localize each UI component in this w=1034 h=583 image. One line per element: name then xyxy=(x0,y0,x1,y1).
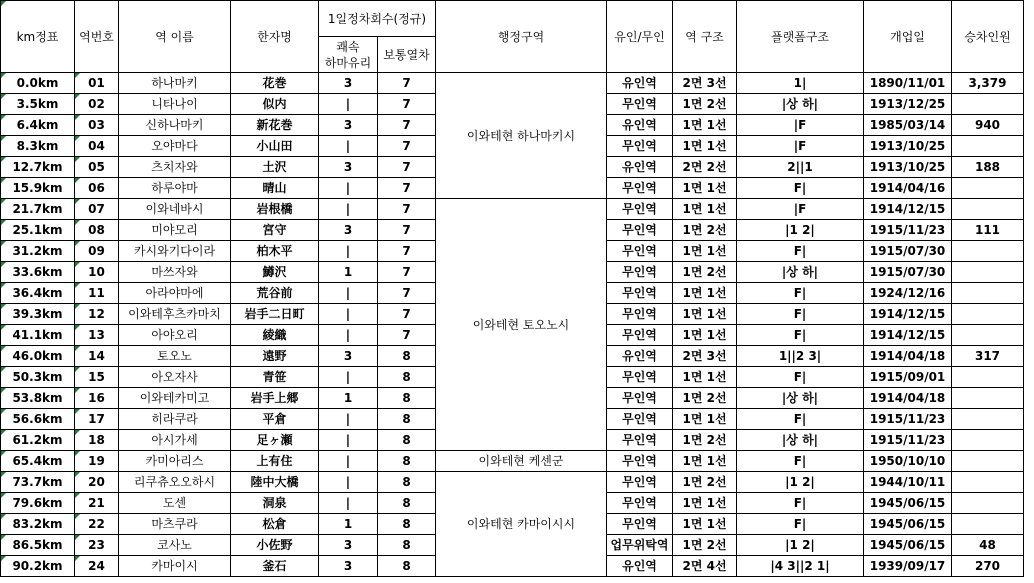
platform-cell: |상 하| xyxy=(737,262,864,283)
km-cell: 6.4km xyxy=(1,115,75,136)
km-cell: 83.2km xyxy=(1,514,75,535)
station-number-cell: 21 xyxy=(75,493,119,514)
local-stops-cell: 8 xyxy=(378,493,436,514)
opened-date-cell: 1915/07/30 xyxy=(864,241,952,262)
opened-date-cell: 1913/12/25 xyxy=(864,94,952,115)
staffed-cell: 유인역 xyxy=(607,115,673,136)
station-number-cell: 11 xyxy=(75,283,119,304)
structure-cell: 1면 1선 xyxy=(673,241,737,262)
platform-cell: F| xyxy=(737,241,864,262)
local-stops-cell: 8 xyxy=(378,514,436,535)
station-number-cell: 12 xyxy=(75,304,119,325)
rapid-stops-cell: 3 xyxy=(319,535,378,556)
platform-cell: F| xyxy=(737,325,864,346)
region-cell: 이와테현 하나마키시 xyxy=(436,73,607,199)
station-number-cell: 13 xyxy=(75,325,119,346)
local-stops-cell: 7 xyxy=(378,136,436,157)
local-stops-cell: 8 xyxy=(378,430,436,451)
km-cell: 65.4km xyxy=(1,451,75,472)
station-number-cell: 05 xyxy=(75,157,119,178)
station-name-cell: 토오노 xyxy=(119,346,231,367)
platform-cell: |1 2| xyxy=(737,535,864,556)
kanji-name-cell: 小佐野 xyxy=(231,535,319,556)
passengers-cell xyxy=(952,388,1024,409)
header-kanji: 한자명 xyxy=(231,1,319,73)
structure-cell: 1면 1선 xyxy=(673,514,737,535)
rapid-stops-cell: | xyxy=(319,94,378,115)
staffed-cell: 무인역 xyxy=(607,409,673,430)
km-cell: 50.3km xyxy=(1,367,75,388)
station-number-cell: 17 xyxy=(75,409,119,430)
km-cell: 61.2km xyxy=(1,430,75,451)
staffed-cell: 무인역 xyxy=(607,136,673,157)
km-cell: 36.4km xyxy=(1,283,75,304)
kanji-name-cell: 岩手上郷 xyxy=(231,388,319,409)
table-row xyxy=(1,451,1024,472)
staffed-cell: 무인역 xyxy=(607,283,673,304)
staffed-cell: 유인역 xyxy=(607,346,673,367)
kanji-name-cell: 青笹 xyxy=(231,367,319,388)
opened-date-cell: 1914/04/18 xyxy=(864,346,952,367)
rapid-stops-cell: | xyxy=(319,472,378,493)
structure-cell: 1면 1선 xyxy=(673,115,737,136)
platform-cell: |상 하| xyxy=(737,430,864,451)
passengers-cell xyxy=(952,514,1024,535)
kanji-name-cell: 宮守 xyxy=(231,220,319,241)
rapid-stops-cell: | xyxy=(319,451,378,472)
platform-cell: F| xyxy=(737,493,864,514)
station-number-cell: 03 xyxy=(75,115,119,136)
station-name-cell: 카미아리스 xyxy=(119,451,231,472)
station-name-cell: 아시가세 xyxy=(119,430,231,451)
rapid-stops-cell: 3 xyxy=(319,115,378,136)
kanji-name-cell: 洞泉 xyxy=(231,493,319,514)
rapid-stops-cell: 1 xyxy=(319,262,378,283)
rapid-stops-cell: 1 xyxy=(319,514,378,535)
header-number: 역번호 xyxy=(75,1,119,73)
passengers-cell xyxy=(952,94,1024,115)
table-row xyxy=(1,199,1024,220)
station-number-cell: 16 xyxy=(75,388,119,409)
rapid-stops-cell: | xyxy=(319,178,378,199)
local-stops-cell: 8 xyxy=(378,472,436,493)
rapid-stops-cell: 3 xyxy=(319,220,378,241)
rapid-stops-cell: 1 xyxy=(319,388,378,409)
opened-date-cell: 1914/12/15 xyxy=(864,304,952,325)
header-passengers: 승차인원 xyxy=(952,1,1024,73)
passengers-cell: 48 xyxy=(952,535,1024,556)
platform-cell: F| xyxy=(737,409,864,430)
station-name-cell: 아라야마에 xyxy=(119,283,231,304)
station-name-cell: 아오자사 xyxy=(119,367,231,388)
station-name-cell: 카시와기다이라 xyxy=(119,241,231,262)
structure-cell: 1면 1선 xyxy=(673,451,737,472)
local-stops-cell: 7 xyxy=(378,178,436,199)
region-cell: 이와테현 토오노시 xyxy=(436,199,607,451)
staffed-cell: 업무위탁역 xyxy=(607,535,673,556)
platform-cell: |F xyxy=(737,136,864,157)
kanji-name-cell: 新花巻 xyxy=(231,115,319,136)
kanji-name-cell: 松倉 xyxy=(231,514,319,535)
local-stops-cell: 7 xyxy=(378,325,436,346)
structure-cell: 1면 1선 xyxy=(673,409,737,430)
platform-cell: |F xyxy=(737,115,864,136)
staffed-cell: 무인역 xyxy=(607,451,673,472)
km-cell: 73.7km xyxy=(1,472,75,493)
km-cell: 12.7km xyxy=(1,157,75,178)
station-number-cell: 02 xyxy=(75,94,119,115)
kanji-name-cell: 小山田 xyxy=(231,136,319,157)
passengers-cell: 3,379 xyxy=(952,73,1024,94)
platform-cell: 2||1 xyxy=(737,157,864,178)
platform-cell: |상 하| xyxy=(737,388,864,409)
kanji-name-cell: 足ヶ瀬 xyxy=(231,430,319,451)
platform-cell: F| xyxy=(737,178,864,199)
header-rapid: 쾌속 하마유리 xyxy=(319,37,378,73)
staffed-cell: 무인역 xyxy=(607,367,673,388)
structure-cell: 2면 3선 xyxy=(673,346,737,367)
opened-date-cell: 1915/07/30 xyxy=(864,262,952,283)
structure-cell: 2면 2선 xyxy=(673,157,737,178)
station-name-cell: 도센 xyxy=(119,493,231,514)
platform-cell: |1 2| xyxy=(737,472,864,493)
opened-date-cell: 1945/06/15 xyxy=(864,514,952,535)
platform-cell: |4 3||2 1| xyxy=(737,556,864,577)
staffed-cell: 무인역 xyxy=(607,388,673,409)
station-name-cell: 미야모리 xyxy=(119,220,231,241)
local-stops-cell: 7 xyxy=(378,73,436,94)
header-region: 행정구역 xyxy=(436,1,607,73)
opened-date-cell: 1913/10/25 xyxy=(864,136,952,157)
passengers-cell: 270 xyxy=(952,556,1024,577)
station-number-cell: 04 xyxy=(75,136,119,157)
staffed-cell: 무인역 xyxy=(607,94,673,115)
station-number-cell: 15 xyxy=(75,367,119,388)
station-number-cell: 14 xyxy=(75,346,119,367)
kanji-name-cell: 荒谷前 xyxy=(231,283,319,304)
station-name-cell: 하나마키 xyxy=(119,73,231,94)
staffed-cell: 무인역 xyxy=(607,220,673,241)
kanji-name-cell: 遠野 xyxy=(231,346,319,367)
header-staffed: 유인/무인 xyxy=(607,1,673,73)
passengers-cell: 940 xyxy=(952,115,1024,136)
staffed-cell: 유인역 xyxy=(607,157,673,178)
station-name-cell: 하루야마 xyxy=(119,178,231,199)
passengers-cell xyxy=(952,304,1024,325)
platform-cell: |상 하| xyxy=(737,94,864,115)
opened-date-cell: 1915/09/01 xyxy=(864,367,952,388)
passengers-cell xyxy=(952,367,1024,388)
rapid-stops-cell: | xyxy=(319,367,378,388)
region-cell: 이와테현 케센군 xyxy=(436,451,607,472)
structure-cell: 1면 2선 xyxy=(673,430,737,451)
km-cell: 3.5km xyxy=(1,94,75,115)
km-cell: 33.6km xyxy=(1,262,75,283)
table-row xyxy=(1,472,1024,493)
passengers-cell: 188 xyxy=(952,157,1024,178)
staffed-cell: 무인역 xyxy=(607,325,673,346)
km-cell: 21.7km xyxy=(1,199,75,220)
staffed-cell: 유인역 xyxy=(607,556,673,577)
station-number-cell: 19 xyxy=(75,451,119,472)
staffed-cell: 무인역 xyxy=(607,514,673,535)
kanji-name-cell: 陸中大橋 xyxy=(231,472,319,493)
platform-cell: F| xyxy=(737,304,864,325)
local-stops-cell: 8 xyxy=(378,388,436,409)
rapid-stops-cell: 3 xyxy=(319,346,378,367)
station-name-cell: 리쿠츄오오하시 xyxy=(119,472,231,493)
km-cell: 8.3km xyxy=(1,136,75,157)
staffed-cell: 무인역 xyxy=(607,472,673,493)
structure-cell: 1면 2선 xyxy=(673,472,737,493)
km-cell: 25.1km xyxy=(1,220,75,241)
kanji-name-cell: 平倉 xyxy=(231,409,319,430)
structure-cell: 2면 3선 xyxy=(673,73,737,94)
km-cell: 86.5km xyxy=(1,535,75,556)
station-number-cell: 23 xyxy=(75,535,119,556)
rapid-stops-cell: 3 xyxy=(319,157,378,178)
local-stops-cell: 7 xyxy=(378,199,436,220)
rapid-stops-cell: 3 xyxy=(319,556,378,577)
platform-cell: F| xyxy=(737,451,864,472)
passengers-cell xyxy=(952,493,1024,514)
rapid-stops-cell: | xyxy=(319,283,378,304)
kanji-name-cell: 鱒沢 xyxy=(231,262,319,283)
station-number-cell: 09 xyxy=(75,241,119,262)
kanji-name-cell: 晴山 xyxy=(231,178,319,199)
structure-cell: 1면 1선 xyxy=(673,178,737,199)
opened-date-cell: 1915/11/23 xyxy=(864,409,952,430)
passengers-cell xyxy=(952,178,1024,199)
structure-cell: 1면 2선 xyxy=(673,535,737,556)
staffed-cell: 무인역 xyxy=(607,304,673,325)
kanji-name-cell: 岩手二日町 xyxy=(231,304,319,325)
local-stops-cell: 7 xyxy=(378,283,436,304)
km-cell: 53.8km xyxy=(1,388,75,409)
station-name-cell: 카마이시 xyxy=(119,556,231,577)
km-cell: 56.6km xyxy=(1,409,75,430)
rapid-stops-cell: | xyxy=(319,304,378,325)
header-daily-stops: 1일정차회수(정규) xyxy=(319,1,436,37)
passengers-cell xyxy=(952,409,1024,430)
platform-cell: |F xyxy=(737,199,864,220)
km-cell: 41.1km xyxy=(1,325,75,346)
station-name-cell: 신하나마키 xyxy=(119,115,231,136)
km-cell: 46.0km xyxy=(1,346,75,367)
header-structure: 역 구조 xyxy=(673,1,737,73)
rapid-stops-cell: | xyxy=(319,241,378,262)
station-number-cell: 01 xyxy=(75,73,119,94)
station-number-cell: 08 xyxy=(75,220,119,241)
table-body xyxy=(1,73,1024,577)
structure-cell: 1면 1선 xyxy=(673,493,737,514)
station-number-cell: 22 xyxy=(75,514,119,535)
header-name: 역 이름 xyxy=(119,1,231,73)
kanji-name-cell: 釜石 xyxy=(231,556,319,577)
staffed-cell: 무인역 xyxy=(607,199,673,220)
km-cell: 79.6km xyxy=(1,493,75,514)
station-name-cell: 이와네바시 xyxy=(119,199,231,220)
rapid-stops-cell: | xyxy=(319,430,378,451)
passengers-cell: 111 xyxy=(952,220,1024,241)
local-stops-cell: 8 xyxy=(378,556,436,577)
header-km: km정표 xyxy=(1,1,75,73)
rapid-stops-cell: | xyxy=(319,199,378,220)
passengers-cell xyxy=(952,451,1024,472)
opened-date-cell: 1914/12/15 xyxy=(864,199,952,220)
kanji-name-cell: 綾織 xyxy=(231,325,319,346)
km-cell: 39.3km xyxy=(1,304,75,325)
opened-date-cell: 1890/11/01 xyxy=(864,73,952,94)
platform-cell: |1 2| xyxy=(737,220,864,241)
passengers-cell: 317 xyxy=(952,346,1024,367)
local-stops-cell: 7 xyxy=(378,241,436,262)
station-name-cell: 니타나이 xyxy=(119,94,231,115)
structure-cell: 2면 4선 xyxy=(673,556,737,577)
local-stops-cell: 7 xyxy=(378,262,436,283)
rapid-stops-cell: 3 xyxy=(319,73,378,94)
table-header xyxy=(1,1,1024,73)
structure-cell: 1면 1선 xyxy=(673,199,737,220)
opened-date-cell: 1914/12/15 xyxy=(864,325,952,346)
opened-date-cell: 1945/06/15 xyxy=(864,493,952,514)
kanji-name-cell: 花巻 xyxy=(231,73,319,94)
local-stops-cell: 8 xyxy=(378,451,436,472)
local-stops-cell: 8 xyxy=(378,535,436,556)
local-stops-cell: 7 xyxy=(378,94,436,115)
station-number-cell: 20 xyxy=(75,472,119,493)
structure-cell: 1면 1선 xyxy=(673,283,737,304)
station-name-cell: 마츠쿠라 xyxy=(119,514,231,535)
staffed-cell: 무인역 xyxy=(607,178,673,199)
header-platform: 플랫폼구조 xyxy=(737,1,864,73)
opened-date-cell: 1924/12/16 xyxy=(864,283,952,304)
local-stops-cell: 7 xyxy=(378,115,436,136)
station-number-cell: 06 xyxy=(75,178,119,199)
opened-date-cell: 1939/09/17 xyxy=(864,556,952,577)
station-name-cell: 츠치자와 xyxy=(119,157,231,178)
station-name-cell: 오야마다 xyxy=(119,136,231,157)
platform-cell: F| xyxy=(737,514,864,535)
local-stops-cell: 8 xyxy=(378,409,436,430)
staffed-cell: 무인역 xyxy=(607,241,673,262)
staffed-cell: 유인역 xyxy=(607,73,673,94)
local-stops-cell: 7 xyxy=(378,157,436,178)
km-cell: 31.2km xyxy=(1,241,75,262)
staffed-cell: 무인역 xyxy=(607,493,673,514)
structure-cell: 1면 2선 xyxy=(673,262,737,283)
passengers-cell xyxy=(952,262,1024,283)
platform-cell: F| xyxy=(737,367,864,388)
structure-cell: 1면 1선 xyxy=(673,325,737,346)
kanji-name-cell: 柏木平 xyxy=(231,241,319,262)
header-opened: 개업일 xyxy=(864,1,952,73)
local-stops-cell: 8 xyxy=(378,367,436,388)
structure-cell: 1면 1선 xyxy=(673,367,737,388)
opened-date-cell: 1944/10/11 xyxy=(864,472,952,493)
station-number-cell: 18 xyxy=(75,430,119,451)
platform-cell: 1||2 3| xyxy=(737,346,864,367)
station-name-cell: 아야오리 xyxy=(119,325,231,346)
header-local: 보통열차 xyxy=(378,37,436,73)
passengers-cell xyxy=(952,136,1024,157)
staffed-cell: 무인역 xyxy=(607,262,673,283)
structure-cell: 1면 2선 xyxy=(673,388,737,409)
local-stops-cell: 8 xyxy=(378,346,436,367)
km-cell: 90.2km xyxy=(1,556,75,577)
opened-date-cell: 1915/11/23 xyxy=(864,220,952,241)
local-stops-cell: 7 xyxy=(378,304,436,325)
opened-date-cell: 1915/11/23 xyxy=(864,430,952,451)
passengers-cell xyxy=(952,430,1024,451)
structure-cell: 1면 2선 xyxy=(673,94,737,115)
station-name-cell: 마쓰자와 xyxy=(119,262,231,283)
km-cell: 0.0km xyxy=(1,73,75,94)
passengers-cell xyxy=(952,325,1024,346)
rapid-stops-cell: | xyxy=(319,493,378,514)
station-number-cell: 10 xyxy=(75,262,119,283)
station-name-cell: 코사노 xyxy=(119,535,231,556)
kanji-name-cell: 上有住 xyxy=(231,451,319,472)
table-row xyxy=(1,73,1024,94)
kanji-name-cell: 岩根橋 xyxy=(231,199,319,220)
kanji-name-cell: 似内 xyxy=(231,94,319,115)
opened-date-cell: 1985/03/14 xyxy=(864,115,952,136)
opened-date-cell: 1950/10/10 xyxy=(864,451,952,472)
station-number-cell: 24 xyxy=(75,556,119,577)
opened-date-cell: 1913/10/25 xyxy=(864,157,952,178)
local-stops-cell: 7 xyxy=(378,220,436,241)
opened-date-cell: 1914/04/16 xyxy=(864,178,952,199)
passengers-cell xyxy=(952,283,1024,304)
station-number-cell: 07 xyxy=(75,199,119,220)
rapid-stops-cell: | xyxy=(319,136,378,157)
km-cell: 15.9km xyxy=(1,178,75,199)
station-name-cell: 이와테카미고 xyxy=(119,388,231,409)
platform-cell: 1| xyxy=(737,73,864,94)
passengers-cell xyxy=(952,241,1024,262)
platform-cell: F| xyxy=(737,283,864,304)
structure-cell: 1면 1선 xyxy=(673,304,737,325)
station-name-cell: 히라쿠라 xyxy=(119,409,231,430)
staffed-cell: 무인역 xyxy=(607,430,673,451)
structure-cell: 1면 1선 xyxy=(673,136,737,157)
rapid-stops-cell: | xyxy=(319,409,378,430)
kanji-name-cell: 土沢 xyxy=(231,157,319,178)
passengers-cell xyxy=(952,199,1024,220)
station-name-cell: 이와테후츠카마치 xyxy=(119,304,231,325)
opened-date-cell: 1914/04/18 xyxy=(864,388,952,409)
structure-cell: 1면 2선 xyxy=(673,220,737,241)
opened-date-cell: 1945/06/15 xyxy=(864,535,952,556)
rapid-stops-cell: | xyxy=(319,325,378,346)
passengers-cell xyxy=(952,472,1024,493)
region-cell: 이와테현 카마이시시 xyxy=(436,472,607,577)
